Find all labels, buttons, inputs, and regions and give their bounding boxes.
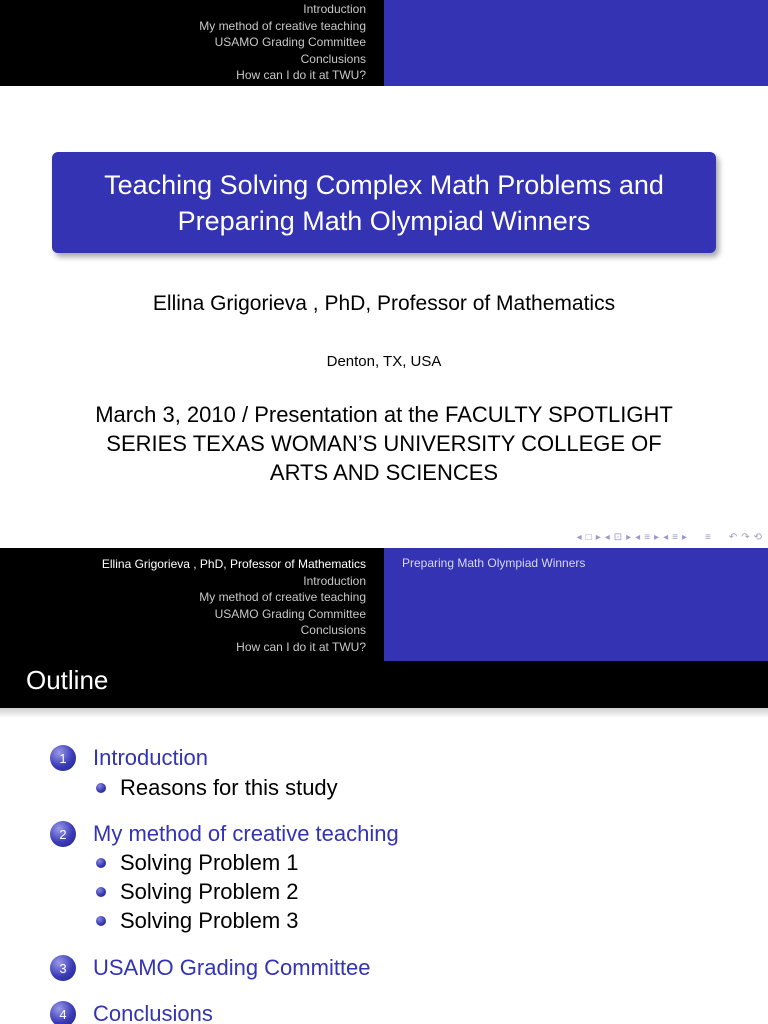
date-line-2: SERIES TEXAS WOMAN’S UNIVERSITY COLLEGE OF (106, 431, 662, 456)
nav-next-slide-icon[interactable]: ▸ (626, 532, 632, 543)
outline-section-title: My method of creative teaching (93, 821, 399, 846)
nav-prev-frame-icon[interactable]: ◂ (576, 532, 582, 543)
nav-subsection-icon[interactable]: ≡ (644, 532, 651, 543)
nav-search-icon[interactable]: ⟲ (753, 532, 762, 543)
bullet-icon (96, 916, 106, 926)
frame-title: Outline (26, 665, 109, 695)
presentation-title (64, 167, 704, 239)
header-nav-twu[interactable]: How can I do it at TWU? (236, 639, 366, 654)
slide1-header (0, 0, 768, 86)
nav-prev-slide-icon[interactable]: ◂ (604, 532, 610, 543)
header-nav-method[interactable]: My method of creative teaching (199, 590, 366, 604)
header-nav-introduction[interactable]: Introduction (303, 573, 366, 588)
nav-next-section-icon[interactable]: ▸ (681, 532, 687, 543)
title-line-2: Preparing Math Olympiad Winners (177, 205, 591, 236)
outline-section-3[interactable] (50, 955, 371, 981)
institute: Denton, TX, USA (326, 353, 442, 370)
title-line-1: Teaching Solving Complex Math Problems and (104, 169, 664, 200)
frame-title-shadow (0, 708, 768, 718)
nav-back-icon[interactable]: ↶ (728, 532, 738, 543)
outline-section-title: Conclusions (93, 1001, 213, 1024)
outline-section-1[interactable] (50, 745, 208, 771)
header-short-title: Preparing Math Olympiad Winners (402, 556, 586, 570)
bullet-icon (96, 858, 106, 868)
date-line-3: ARTS AND SCIENCES (269, 460, 499, 485)
nav-next-frame-icon[interactable]: ▸ (595, 532, 601, 543)
header-nav-twu[interactable]: How can I do it at TWU? (236, 68, 366, 82)
outline-section-2[interactable] (50, 821, 399, 847)
section-number-ball: 2 (50, 821, 76, 847)
outline-section-4[interactable] (50, 1001, 213, 1024)
outline-subsection-title: Solving Problem 1 (120, 850, 299, 875)
nav-next-subsection-icon[interactable]: ▸ (654, 532, 660, 543)
outline-slide (0, 548, 768, 1024)
nav-section-icon[interactable]: ≡ (672, 532, 678, 543)
nav-prev-subsection-icon[interactable]: ◂ (635, 532, 641, 543)
section-number-ball: 4 (50, 1001, 76, 1024)
header-nav-usamo[interactable]: USAMO Grading Committee (214, 606, 366, 621)
date-and-event (70, 400, 698, 487)
nav-forward-icon[interactable]: ↷ (741, 532, 750, 543)
header-nav-conclusions[interactable]: Conclusions (300, 623, 366, 637)
frame-title-bar (0, 661, 768, 708)
header-nav-conclusions[interactable]: Conclusions (300, 51, 366, 66)
nav-frame-icon[interactable]: □ (585, 532, 592, 543)
date-line-1: March 3, 2010 / Presentation at the FACULTY SPOTLIGHT (95, 402, 673, 427)
bullet-icon (96, 783, 106, 793)
nav-slide-icon[interactable]: ⊡ (613, 532, 623, 543)
slide1-header-sections (0, 0, 384, 86)
slide2-header-title-area (384, 548, 768, 661)
header-author: Ellina Grigorieva , PhD, Professor of Mathematics (101, 557, 366, 571)
header-nav-usamo[interactable]: USAMO Grading Committee (214, 35, 366, 49)
outline-subsection[interactable] (96, 775, 338, 801)
bullet-icon (96, 887, 106, 897)
presentation-title-box (52, 152, 716, 253)
outline-subsection[interactable] (96, 850, 299, 876)
outline-section-title: USAMO Grading Committee (93, 955, 371, 980)
beamer-navigation-symbols (577, 532, 762, 544)
nav-prev-section-icon[interactable]: ◂ (663, 532, 669, 543)
outline-subsection[interactable] (96, 908, 299, 934)
slide2-header (0, 548, 768, 661)
outline-subsection[interactable] (96, 879, 299, 905)
outline-subsection-title: Solving Problem 3 (120, 908, 299, 933)
slide1-header-title-area (384, 0, 768, 86)
outline-subsection-title: Solving Problem 2 (120, 879, 299, 904)
nav-document-icon[interactable]: ≡ (704, 532, 711, 543)
section-number-ball: 3 (50, 955, 76, 981)
outline-section-title: Introduction (93, 745, 208, 770)
section-number-ball: 1 (50, 745, 76, 771)
header-nav-method[interactable]: My method of creative teaching (199, 18, 366, 33)
outline-subsection-title: Reasons for this study (120, 775, 338, 800)
header-nav-introduction[interactable]: Introduction (303, 2, 366, 16)
author-name: Ellina Grigorieva , PhD, Professor of Mathematics (152, 292, 616, 315)
slide2-header-sections (0, 548, 384, 661)
